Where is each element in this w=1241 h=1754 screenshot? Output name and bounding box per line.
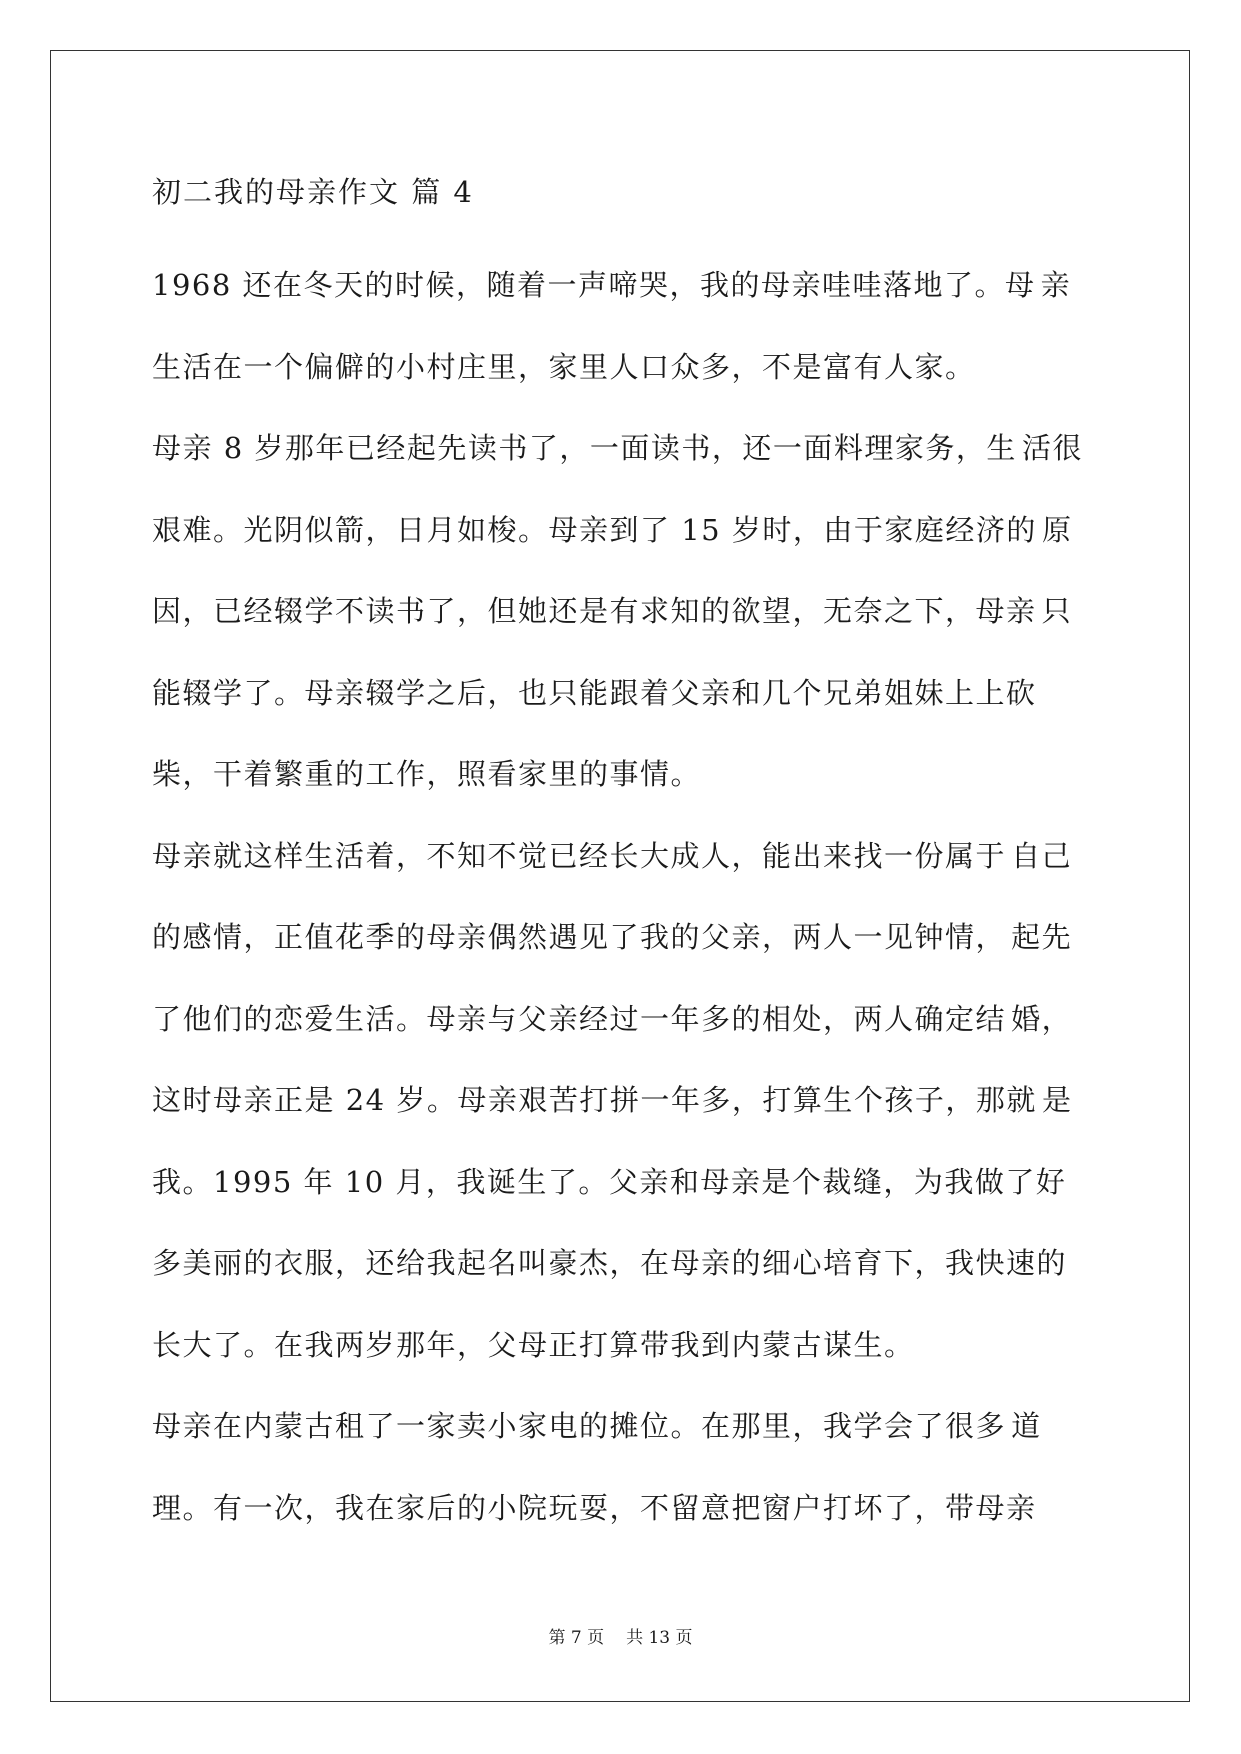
document-title: 初二我的母亲作文 篇 4	[152, 175, 474, 209]
text-line: 只能辍学了。母亲辍学之后，也只能跟着父亲和几个兄弟姐妹上上砍	[152, 594, 1073, 710]
text-line: 母亲在内蒙古租了一家卖小家电的摊位。在那里，我学会了很多	[152, 1409, 1007, 1443]
page-number: 第 7 页	[548, 1628, 605, 1648]
paragraph	[152, 408, 1089, 816]
total-pages: 共 13 页	[626, 1628, 693, 1648]
page-footer	[0, 1626, 1241, 1650]
paragraph	[152, 1386, 1089, 1549]
text-line: 1968 还在冬天的时候，随着一声啼哭，我的母亲哇哇落地了。母	[152, 268, 1036, 302]
text-line: 是我。1995 年 10 月，我诞生了。父亲和母亲是个裁缝，为我做了好	[152, 1083, 1073, 1199]
text-line: 自己的感情，正值花季的母亲偶然遇见了我的父亲，两人一见钟情，	[152, 838, 1073, 954]
text-line: 多美丽的衣服，还给我起名叫豪杰，在母亲的细心培育下，我快速的	[152, 1246, 1068, 1280]
text-line: 长大了。在我两岁那年，父母正打算带我到内蒙古谋生。	[152, 1327, 915, 1362]
text-line: 柴，干着繁重的工作，照看家里的事情。	[152, 757, 702, 791]
text-line: 亲生活在一个偏僻的小村庄里，家里人口众多，不是富有人家。	[152, 268, 1072, 384]
text-line: 母亲就这样生活着，不知不觉已经长大成人，能出来找一份属于	[152, 838, 1007, 873]
text-line: 活很艰难。光阴似箭，日月如梭。母亲到了 15 岁时，由于家庭经济的	[152, 431, 1083, 547]
paragraph	[152, 816, 1089, 1387]
text-line: 婚，这时母亲正是 24 岁。母亲艰苦打拼一年多，打算生个孩子，那就	[152, 1001, 1073, 1117]
text-line: 道理。有一次，我在家后的小院玩耍，不留意把窗户打坏了，带母亲	[152, 1409, 1042, 1525]
text-line: 起先了他们的恋爱生活。母亲与父亲经过一年多的相处，两人确定结	[152, 920, 1073, 1036]
paragraph	[152, 245, 1089, 408]
text-line: 母亲 8 岁那年已经起先读书了，一面读书，还一面料理家务，生	[152, 431, 1017, 465]
text-line: 原因，已经辍学不读书了，但她还是有求知的欲望，无奈之下，母亲	[152, 512, 1073, 628]
document-body	[152, 166, 1089, 1549]
